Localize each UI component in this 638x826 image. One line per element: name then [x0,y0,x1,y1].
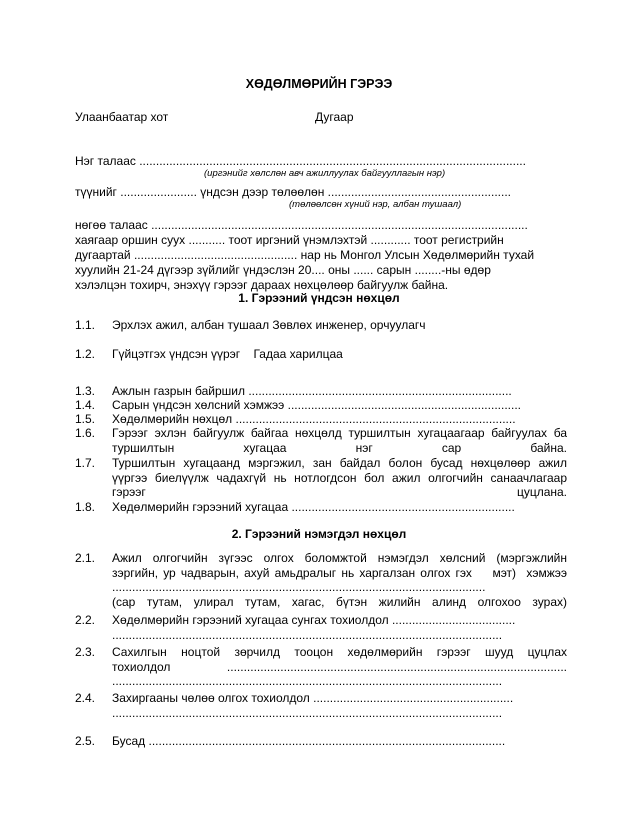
clause-text: ..................................................................................................................... [112,627,503,642]
section1-title: 1. Гэрээний үндсэн нөхцөл [238,291,400,305]
clause-text: ..................................................................................................................... [112,674,503,688]
contract-number-label: Дугаар [315,110,354,124]
clause-number: 2.4. [75,691,96,705]
clause-number: 1.3. [75,384,96,398]
clause-number: 2.5. [75,734,96,748]
clause-text: Ажил олгогчийн зүгээс олгох боломжтой нэмэгдэл хөлсний (мэргэжлийн [112,551,567,565]
clause-number: 1.6. [75,426,96,440]
intro-paragraph [75,218,565,293]
clause-text: туршилтын хугацаа нэг сар байна. [112,440,567,455]
party1-line: Нэг талаас .................................................................................................................... [75,154,526,168]
document-title: ХӨДӨЛМӨРИЙН ГЭРЭЭ [245,77,393,91]
clause-text: Ажлын газрын байршил ............................................................................... [112,384,512,398]
clause-number: 1.2. [75,347,96,361]
section2-title: 2. Гэрээний нэмэгдэл нөхцөл [231,527,407,541]
clause-text: Эрхлэх ажил, албан тушаал Зөвлөх инженер, орчуулагч [112,318,426,332]
clause-text: үүргээ биелүүлж чадахгүй нь нотлогдсон бол ажил олгогчийн санаачлагаар [112,470,567,485]
clause-text: зэргийн, ур чадварын, ахуй амьдралыг нь харгалзан олгох гэх мэт) хэмжээ [112,565,567,580]
party1-rep-line: түүнийг ....................... үндсэн дээр төлөөлөн ....................................................... [75,185,512,199]
clause-text: ..................................................................................................................... [112,705,503,720]
clause-text: Гэрээг эхлэн байгуулж байгаа нөхцөлд туршилтын хугацаагаар байгуулах ба [112,426,567,440]
intro-line: нөгөө талаас ................................................................................................................. [75,218,528,232]
clause-number: 1.4. [75,398,96,412]
clause-text: Бусад ........................................................................................................... [112,734,506,748]
clause-number: 1.8. [75,500,96,514]
intro-line: хуулийн 21-24 дүгээр зүйлийг үндэслэн 20.... оны ...... сарын ........-ны өдөр [75,263,491,277]
clause-text: Сарын үндсэн хөлсний хэмжээ ...................................................................... [112,398,521,412]
clause-text: гэрээг цуцлана. [112,485,567,499]
intro-line: дугаартай ................................................. нар нь Монгол Улсын Хөдөлмөрийн тухай [75,248,535,262]
clause-number: 2.2. [75,613,96,627]
city-label: Улаанбаатар хот [75,110,169,124]
clause-text: Гүйцэтгэх үндсэн үүрэг Гадаа харилцаа [112,347,343,361]
clause-number: 2.3. [75,645,96,659]
party1-rep-caption: (төлөөлсөн хүний нэр, албан тушаал) [289,199,462,210]
intro-line: хаягаар оршин суух ........... тоот иргэний үнэмлэхтэй ............ тоот регистрийн [75,233,504,247]
clause-text: Хөдөлмөрийн гэрээний хугацаа сунгах тохиолдол ..................................... [112,613,516,627]
intro-line: хэлэлцэн тохирч, энэхүү гэрээг дараах нөхцөлөөр байгуулж байна. [75,278,449,292]
clause-text: Захиргааны чөлөө олгох тохиолдол ............................................................ [112,691,514,705]
clause-number: 1.5. [75,412,96,426]
clause-number: 2.1. [75,551,96,565]
party1-caption: (иргэнийг хөлслөн авч ажиллуулах байгууллагын нэр) [204,168,446,179]
clause-text: Хөдөлмөрийн гэрээний хугацаа ................................................................... [112,500,515,514]
clause-text: ................................................................................................................ [112,580,486,594]
clause-text: тохиолдол ...................................................................................................... [112,659,567,674]
clause-text: Сахилгын ноцтой зөрчилд тооцон хөдөлмөрийн гэрээг шууд цуцлах [112,645,567,659]
clause-text: (сар тутам, улирал тутам, хагас, бүтэн жилийн алинд олгохоо зурах) [112,594,567,609]
clause-text: Туршилтын хугацаанд мэргэжил, зан байдал болон бусад нөхцөлөөр ажил [112,456,567,470]
clause-number: 1.7. [75,456,96,470]
clause-number: 1.1. [75,318,96,332]
clause-text: Хөдөлмөрийн нөхцөл .................................................................................... [112,412,516,426]
